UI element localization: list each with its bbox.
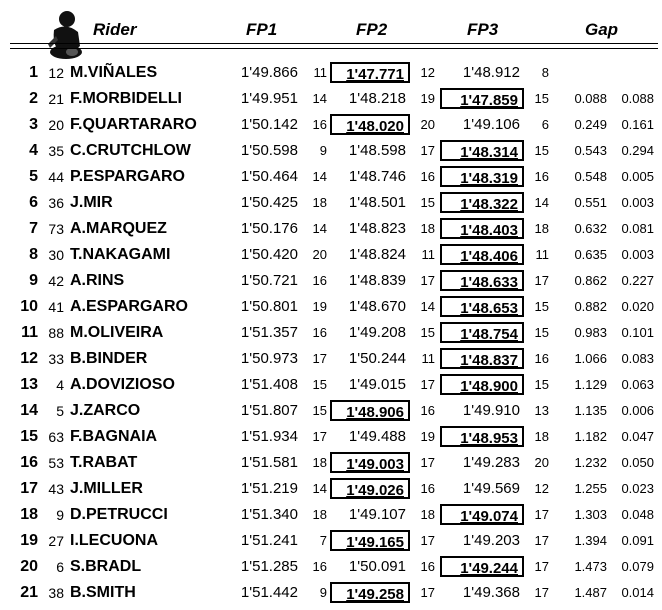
rider-name-cell: D.PETRUCCI (70, 506, 168, 523)
rider-name-cell: A.MARQUEZ (70, 220, 167, 237)
table-row (0, 424, 662, 450)
gap-to-first-cell: 0.548 (574, 169, 607, 184)
fp3-lap-cell: 13 (534, 403, 549, 418)
fp2-lap-cell: 17 (420, 585, 435, 600)
gap-to-previous-cell: 0.227 (621, 273, 654, 288)
fp2-time-cell: 1'48.823 (348, 220, 406, 237)
fp1-time-cell: 1'50.464 (240, 168, 298, 185)
position-cell: 3 (29, 116, 38, 133)
fp2-lap-cell: 17 (420, 455, 435, 470)
position-cell: 21 (20, 584, 38, 601)
column-header-fp1: FP1 (246, 20, 278, 39)
fp1-lap-cell: 15 (312, 403, 327, 418)
rider-name-cell: A.RINS (70, 272, 125, 289)
gap-to-previous-cell: 0.023 (621, 481, 654, 496)
fp3-lap-cell: 8 (541, 65, 549, 80)
fp3-lap-cell: 14 (534, 195, 549, 210)
fp3-lap-cell: 12 (534, 481, 549, 496)
position-cell: 11 (21, 324, 38, 341)
fp3-time-cell: 1'48.837 (440, 348, 524, 369)
fp3-time-cell: 1'48.406 (440, 244, 524, 265)
gap-to-previous-cell: 0.003 (621, 195, 654, 210)
fp3-lap-cell: 17 (534, 507, 549, 522)
fp3-lap-cell: 18 (534, 429, 549, 444)
fp3-lap-cell: 17 (534, 533, 549, 548)
fp3-time-cell: 1'49.569 (462, 480, 520, 497)
rider-name-cell: M.VIÑALES (70, 64, 158, 81)
fp1-lap-cell: 11 (313, 65, 327, 80)
column-header-fp2: FP2 (356, 20, 388, 39)
rider-number-cell: 88 (48, 325, 64, 341)
rider-number-cell: 21 (48, 91, 64, 107)
position-cell: 16 (20, 454, 38, 471)
gap-to-previous-cell: 0.091 (621, 533, 654, 548)
position-cell: 12 (20, 350, 38, 367)
fp3-time-cell: 1'49.368 (462, 584, 520, 601)
fp3-time-cell: 1'48.912 (462, 64, 520, 81)
fp1-lap-cell: 14 (312, 91, 327, 106)
fp1-lap-cell: 18 (312, 455, 327, 470)
rider-name-cell: F.BAGNAIA (70, 428, 158, 445)
fp3-lap-cell: 17 (534, 585, 549, 600)
rider-name-cell: F.MORBIDELLI (70, 90, 182, 107)
fp2-time-cell: 1'49.165 (330, 530, 410, 551)
rider-number-cell: 38 (48, 585, 64, 601)
fp1-lap-cell: 14 (312, 169, 327, 184)
table-row (0, 60, 662, 86)
fp3-lap-cell: 15 (534, 91, 549, 106)
rider-number-cell: 5 (56, 403, 64, 419)
fp3-time-cell: 1'48.653 (440, 296, 524, 317)
rider-number-cell: 20 (48, 117, 64, 133)
gap-to-first-cell: 0.882 (574, 299, 607, 314)
gap-to-previous-cell: 0.088 (621, 91, 654, 106)
fp2-time-cell: 1'48.746 (348, 168, 406, 185)
gap-to-first-cell: 1.487 (574, 585, 607, 600)
table-row (0, 216, 662, 242)
position-cell: 17 (20, 480, 38, 497)
gap-to-first-cell: 1.066 (574, 351, 607, 366)
fp2-time-cell: 1'50.091 (348, 558, 406, 575)
table-row (0, 294, 662, 320)
fp1-lap-cell: 19 (312, 299, 327, 314)
fp3-time-cell: 1'47.859 (440, 88, 524, 109)
fp2-time-cell: 1'48.020 (330, 114, 410, 135)
rider-number-cell: 53 (48, 455, 64, 471)
gap-to-first-cell: 1.232 (574, 455, 607, 470)
fp3-lap-cell: 11 (535, 247, 549, 262)
fp1-lap-cell: 9 (319, 585, 327, 600)
gap-to-first-cell: 0.632 (574, 221, 607, 236)
fp3-time-cell: 1'49.283 (462, 454, 520, 471)
fp3-time-cell: 1'49.203 (462, 532, 520, 549)
position-cell: 18 (20, 506, 38, 523)
fp1-lap-cell: 16 (312, 117, 327, 132)
gap-to-previous-cell: 0.101 (621, 325, 654, 340)
position-cell: 1 (29, 64, 38, 81)
fp2-time-cell: 1'48.824 (348, 246, 406, 263)
fp1-lap-cell: 17 (312, 351, 327, 366)
rider-name-cell: I.LECUONA (70, 532, 158, 549)
gap-to-first-cell: 0.862 (574, 273, 607, 288)
rider-name-cell: J.MILLER (70, 480, 143, 497)
fp2-time-cell: 1'48.598 (348, 142, 406, 159)
rider-number-cell: 27 (48, 533, 64, 549)
fp1-time-cell: 1'51.219 (240, 480, 298, 497)
gap-to-first-cell: 1.135 (574, 403, 607, 418)
table-row (0, 372, 662, 398)
fp1-time-cell: 1'51.442 (240, 584, 298, 601)
gap-to-first-cell: 0.635 (574, 247, 607, 262)
fp1-lap-cell: 17 (312, 429, 327, 444)
fp1-time-cell: 1'50.721 (240, 272, 298, 289)
fp1-time-cell: 1'51.408 (240, 376, 298, 393)
gap-to-first-cell: 0.249 (574, 117, 607, 132)
fp2-time-cell: 1'49.003 (330, 452, 410, 473)
fp2-lap-cell: 16 (420, 559, 435, 574)
fp1-time-cell: 1'51.285 (240, 558, 298, 575)
gap-to-previous-cell: 0.006 (621, 403, 654, 418)
fp3-time-cell: 1'48.633 (440, 270, 524, 291)
fp2-time-cell: 1'48.839 (348, 272, 406, 289)
fp2-lap-cell: 18 (420, 221, 435, 236)
fp2-time-cell: 1'50.244 (348, 350, 406, 367)
fp1-time-cell: 1'51.241 (240, 532, 298, 549)
table-row (0, 398, 662, 424)
fp1-lap-cell: 14 (312, 221, 327, 236)
gap-to-previous-cell: 0.047 (621, 429, 654, 444)
gap-to-first-cell: 0.543 (574, 143, 607, 158)
position-cell: 15 (20, 428, 38, 445)
fp2-time-cell: 1'49.026 (330, 478, 410, 499)
table-row (0, 580, 662, 606)
fp1-lap-cell: 15 (312, 377, 327, 392)
fp2-time-cell: 1'49.488 (348, 428, 406, 445)
rider-number-cell: 43 (48, 481, 64, 497)
gap-to-previous-cell: 0.161 (621, 117, 654, 132)
table-row (0, 554, 662, 580)
fp2-time-cell: 1'49.015 (348, 376, 406, 393)
fp1-time-cell: 1'50.973 (240, 350, 298, 367)
fp1-time-cell: 1'50.176 (240, 220, 298, 237)
fp3-time-cell: 1'49.106 (462, 116, 520, 133)
fp1-time-cell: 1'50.425 (240, 194, 298, 211)
position-cell: 4 (29, 142, 38, 159)
fp1-time-cell: 1'51.807 (240, 402, 298, 419)
column-header-gap: Gap (585, 20, 619, 39)
fp1-lap-cell: 9 (319, 143, 327, 158)
table-row (0, 190, 662, 216)
position-cell: 14 (20, 402, 38, 419)
gap-to-previous-cell: 0.083 (621, 351, 654, 366)
fp3-time-cell: 1'48.754 (440, 322, 524, 343)
fp2-lap-cell: 14 (420, 299, 435, 314)
table-row (0, 450, 662, 476)
gap-to-previous-cell: 0.063 (621, 377, 654, 392)
gap-to-previous-cell: 0.005 (621, 169, 654, 184)
fp1-lap-cell: 16 (312, 273, 327, 288)
fp2-lap-cell: 20 (420, 117, 435, 132)
rider-name-cell: F.QUARTARARO (70, 116, 197, 133)
position-cell: 19 (20, 532, 38, 549)
rider-number-cell: 44 (48, 169, 64, 185)
fp2-time-cell: 1'49.258 (330, 582, 410, 603)
fp2-time-cell: 1'48.670 (348, 298, 406, 315)
rider-number-cell: 6 (56, 559, 64, 575)
header-divider-bottom (10, 48, 658, 49)
fp3-lap-cell: 15 (534, 299, 549, 314)
rider-name-cell: B.SMITH (70, 584, 136, 601)
fp2-lap-cell: 17 (420, 377, 435, 392)
fp1-lap-cell: 18 (312, 507, 327, 522)
fp2-lap-cell: 11 (421, 247, 435, 262)
rider-number-cell: 63 (48, 429, 64, 445)
fp3-lap-cell: 15 (534, 143, 549, 158)
fp2-lap-cell: 19 (420, 91, 435, 106)
fp2-time-cell: 1'49.107 (348, 506, 406, 523)
rider-name-cell: T.RABAT (70, 454, 138, 471)
fp3-time-cell: 1'48.319 (440, 166, 524, 187)
column-header-fp3: FP3 (467, 20, 499, 39)
fp3-lap-cell: 18 (534, 221, 549, 236)
position-cell: 6 (29, 194, 38, 211)
rider-name-cell: J.MIR (70, 194, 113, 211)
header-divider-top (10, 43, 658, 44)
fp1-lap-cell: 16 (312, 559, 327, 574)
fp3-time-cell: 1'48.900 (440, 374, 524, 395)
position-cell: 20 (20, 558, 38, 575)
fp2-time-cell: 1'48.218 (348, 90, 406, 107)
fp2-lap-cell: 18 (420, 507, 435, 522)
gap-to-first-cell: 0.088 (574, 91, 607, 106)
fp3-time-cell: 1'49.910 (462, 402, 520, 419)
table-row (0, 164, 662, 190)
fp1-lap-cell: 14 (312, 481, 327, 496)
fp1-time-cell: 1'50.142 (240, 116, 298, 133)
table-row (0, 242, 662, 268)
gap-to-previous-cell: 0.020 (621, 299, 654, 314)
fp1-lap-cell: 20 (312, 247, 327, 262)
rider-name-cell: S.BRADL (70, 558, 142, 575)
fp3-lap-cell: 15 (534, 377, 549, 392)
fp1-time-cell: 1'50.420 (240, 246, 298, 263)
gap-to-first-cell: 0.551 (574, 195, 607, 210)
fp3-time-cell: 1'49.074 (440, 504, 524, 525)
fp2-time-cell: 1'47.771 (330, 62, 410, 83)
motorcycle-rider-logo-icon (42, 6, 88, 60)
fp2-time-cell: 1'48.906 (330, 400, 410, 421)
position-cell: 10 (20, 298, 38, 315)
fp2-time-cell: 1'48.501 (348, 194, 406, 211)
gap-to-first-cell: 1.473 (574, 559, 607, 574)
table-row (0, 476, 662, 502)
column-header-rider: Rider (93, 20, 137, 39)
fp1-time-cell: 1'51.357 (240, 324, 298, 341)
gap-to-previous-cell: 0.050 (621, 455, 654, 470)
fp1-time-cell: 1'51.581 (240, 454, 298, 471)
fp3-time-cell: 1'49.244 (440, 556, 524, 577)
gap-to-first-cell: 1.182 (574, 429, 607, 444)
fp1-time-cell: 1'51.934 (240, 428, 298, 445)
gap-to-first-cell: 0.983 (574, 325, 607, 340)
rider-name-cell: M.OLIVEIRA (70, 324, 164, 341)
fp1-time-cell: 1'50.801 (240, 298, 298, 315)
fp2-lap-cell: 16 (420, 481, 435, 496)
fp2-lap-cell: 17 (420, 273, 435, 288)
fp2-lap-cell: 17 (420, 533, 435, 548)
fp3-lap-cell: 20 (534, 455, 549, 470)
fp3-time-cell: 1'48.953 (440, 426, 524, 447)
gap-to-previous-cell: 0.014 (621, 585, 654, 600)
fp2-lap-cell: 11 (421, 351, 435, 366)
fp2-time-cell: 1'49.208 (348, 324, 406, 341)
rider-number-cell: 42 (48, 273, 64, 289)
rider-name-cell: T.NAKAGAMI (70, 246, 171, 263)
rider-number-cell: 30 (48, 247, 64, 263)
table-row (0, 528, 662, 554)
table-row (0, 268, 662, 294)
fp3-lap-cell: 17 (534, 559, 549, 574)
table-row (0, 138, 662, 164)
gap-to-previous-cell: 0.294 (621, 143, 654, 158)
rider-name-cell: A.DOVIZIOSO (70, 376, 175, 393)
position-cell: 8 (29, 246, 38, 263)
gap-to-previous-cell: 0.079 (621, 559, 654, 574)
rider-number-cell: 4 (56, 377, 64, 393)
fp1-time-cell: 1'49.951 (240, 90, 298, 107)
fp1-time-cell: 1'50.598 (240, 142, 298, 159)
fp2-lap-cell: 19 (420, 429, 435, 444)
fp3-time-cell: 1'48.322 (440, 192, 524, 213)
fp3-time-cell: 1'48.314 (440, 140, 524, 161)
gap-to-previous-cell: 0.048 (621, 507, 654, 522)
fp1-time-cell: 1'49.866 (240, 64, 298, 81)
rider-number-cell: 36 (48, 195, 64, 211)
fp2-lap-cell: 17 (420, 143, 435, 158)
fp3-time-cell: 1'48.403 (440, 218, 524, 239)
rider-name-cell: J.ZARCO (70, 402, 141, 419)
fp1-lap-cell: 18 (312, 195, 327, 210)
rider-name-cell: C.CRUTCHLOW (70, 142, 191, 159)
position-cell: 13 (20, 376, 38, 393)
rider-number-cell: 35 (48, 143, 64, 159)
rider-number-cell: 33 (48, 351, 64, 367)
fp3-lap-cell: 6 (541, 117, 549, 132)
gap-to-previous-cell: 0.003 (621, 247, 654, 262)
rider-number-cell: 12 (48, 65, 64, 81)
gap-to-first-cell: 1.129 (574, 377, 607, 392)
position-cell: 5 (29, 168, 38, 185)
gap-to-first-cell: 1.394 (574, 533, 607, 548)
table-header (0, 0, 662, 58)
fp2-lap-cell: 15 (420, 325, 435, 340)
fp3-lap-cell: 15 (534, 325, 549, 340)
rider-name-cell: P.ESPARGARO (70, 168, 185, 185)
fp1-time-cell: 1'51.340 (240, 506, 298, 523)
fp2-lap-cell: 16 (420, 403, 435, 418)
gap-to-previous-cell: 0.081 (621, 221, 654, 236)
table-row (0, 346, 662, 372)
table-row (0, 86, 662, 112)
rider-name-cell: A.ESPARGARO (70, 298, 188, 315)
table-row (0, 502, 662, 528)
position-cell: 2 (29, 90, 38, 107)
position-cell: 7 (29, 220, 38, 237)
gap-to-first-cell: 1.255 (574, 481, 607, 496)
gap-to-first-cell: 1.303 (574, 507, 607, 522)
fp3-lap-cell: 17 (534, 273, 549, 288)
fp2-lap-cell: 16 (420, 169, 435, 184)
rider-name-cell: B.BINDER (70, 350, 148, 367)
table-row (0, 112, 662, 138)
rider-number-cell: 41 (48, 299, 64, 315)
fp3-lap-cell: 16 (534, 351, 549, 366)
rider-number-cell: 9 (56, 507, 64, 523)
fp1-lap-cell: 16 (312, 325, 327, 340)
rider-number-cell: 73 (48, 221, 64, 237)
fp2-lap-cell: 12 (420, 65, 435, 80)
fp3-lap-cell: 16 (534, 169, 549, 184)
table-row (0, 320, 662, 346)
fp1-lap-cell: 7 (319, 533, 327, 548)
fp2-lap-cell: 15 (420, 195, 435, 210)
position-cell: 9 (29, 272, 38, 289)
